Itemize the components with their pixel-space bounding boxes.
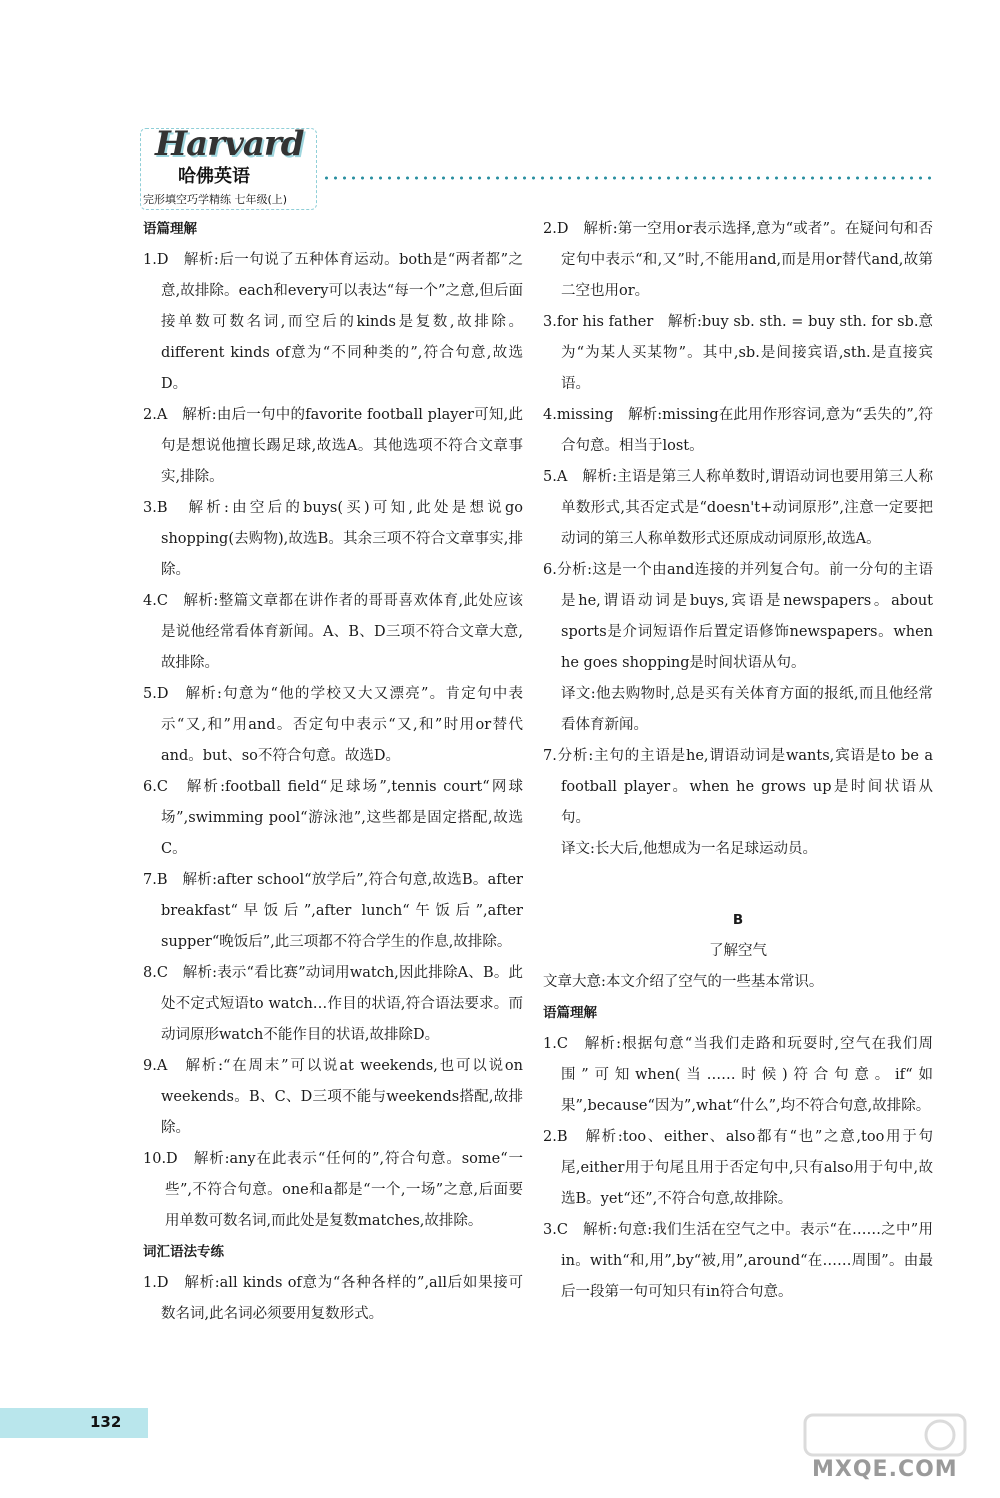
section-heading: 语篇理解 (543, 1005, 597, 1021)
answer-item: 9.A 解析:“在周末”可以说at weekends,也可以说on weekends。B、C、D三项不能与weekends搭配,故排除。 (143, 1058, 523, 1136)
page-number-tab (0, 1408, 148, 1438)
answer-item: 7.B 解析:after school“放学后”,符合句意,故选B。after breakfast“早饭后”,after lunch“午饭后”,after supper“晚饭后”,此三项都不符合学生的作息,故排除。 (143, 872, 523, 950)
left-column (143, 214, 523, 1330)
section-heading: 词汇语法专练 (143, 1244, 224, 1260)
answer-item: 2.B 解析:too、either、also都有“也”之意,too用于句尾,either用于句尾且用于否定句中,只有also用于句中,故选B。yet“还”,不符合句意,故排除。 (543, 1129, 933, 1207)
answer-item: 3.for his father 解析:buy sb. sth. = buy sth. for sb.意为“为某人买某物”。其中,sb.是间接宾语,sth.是直接宾语。 (543, 314, 933, 392)
passage-title: 了解空气 (709, 943, 767, 959)
header-dotted-rule (322, 176, 932, 180)
answer-item: 5.D 解析:句意为“他的学校又大又漂亮”。肯定句中表示“又,和”用and。否定句中表示“又,和”时用or替代and。but、so不符合句意。故选D。 (143, 686, 523, 764)
answer-item: 1.C 解析:根据句意“当我们走路和玩耍时,空气在我们周围”可知when(当……时候)符合句意。if“如果”,because“因为”,what“什么”,均不符合句意,故排除。 (543, 1036, 933, 1114)
answer-item: 8.C 解析:表示“看比赛”动词用watch,因此排除A、B。此处不定式短语to watch…作目的状语,符合语法要求。而动词原形watch不能作目的状语,故排除D。 (143, 965, 523, 1043)
book-subtitle: 完形填空巧学精练 七年级(上) (143, 193, 288, 206)
analysis-item: 7.分析:主句的主语是he,谓语动词是wants,宾语是to be a football player。when he grows up是时间状语从句。 (543, 748, 933, 826)
answer-item: 1.D 解析:all kinds of意为“各种各样的”,all后如果接可数名词,此名词必须要用复数形式。 (143, 1275, 523, 1322)
answer-item: 6.C 解析:football field“足球场”,tennis court“网球场”,swimming pool“游泳池”,这些都是固定搭配,故选C。 (143, 779, 523, 857)
answer-item: 4.missing 解析:missing在此用作形容词,意为“丢失的”,符合句意。相当于lost。 (543, 407, 933, 454)
page-number: 132 (90, 1413, 122, 1431)
translation-item: 译文:长大后,他想成为一名足球运动员。 (561, 841, 817, 857)
passage-summary: 文章大意:本文介绍了空气的一些基本常识。 (543, 974, 824, 990)
brand-chinese: 哈佛英语 (178, 166, 250, 187)
answer-item: 1.D 解析:后一句说了五种体育运动。both是“两者都”之意,故排除。each和every可以表达“每一个”之意,但后面接单数可数名词,而空后的kinds是复数,故排除。different kinds of意为“不同种类的”,符合句意,故选D。 (143, 252, 523, 392)
analysis-item: 6.分析:这是一个由and连接的并列复合句。前一分句的主语是he,谓语动词是buys,宾语是newspapers。about sports是介词短语作后置定语修饰newspapers。when he goes shopping是时间状语从句。 (543, 562, 933, 671)
answer-item: 2.A 解析:由后一句中的favorite football player可知,此句是想说他擅长踢足球,故选A。其他选项不符合文章事实,排除。 (143, 407, 523, 485)
answer-item: 3.C 解析:句意:我们生活在空气之中。表示“在……之中”用in。with“和,用”,by“被,用”,around“在……周围”。由最后一段第一句可知只有in符合句意。 (543, 1222, 933, 1300)
answer-item: 5.A 解析:主语是第三人称单数时,谓语动词也要用第三人称单数形式,其否定式是“doesn't+动词原形”,注意一定要把动词的第三人称单数形式还原成动词原形,故选A。 (543, 469, 933, 547)
translation-item: 译文:他去购物时,总是买有关体育方面的报纸,而且他经常看体育新闻。 (561, 686, 933, 733)
passage-letter: B (732, 912, 744, 928)
answer-item: 2.D 解析:第一空用or表示选择,意为“或者”。在疑问句和否定句中表示“和,又”时,不能用and,而是用or替代and,故第二空也用or。 (543, 221, 933, 299)
watermark-text: MXQE.COM (812, 1457, 958, 1482)
section-heading: 语篇理解 (143, 221, 197, 237)
answer-item: 3.B 解析:由空后的buys(买)可知,此处是想说go shopping(去购物),故选B。其余三项不符合文章事实,排除。 (143, 500, 523, 578)
answer-item: 10.D 解析:any在此表示“任何的”,符合句意。some“一些”,不符合句意。one和a都是“一个,一场”之意,后面要用单数可数名词,而此处是复数matches,故排除。 (143, 1151, 523, 1229)
brand-logo: Harvard (155, 124, 304, 164)
right-column (543, 214, 933, 1308)
answer-item: 4.C 解析:整篇文章都在讲作者的哥哥喜欢体育,此处应该是说他经常看体育新闻。A、B、D三项不符合文章大意,故排除。 (143, 593, 523, 671)
